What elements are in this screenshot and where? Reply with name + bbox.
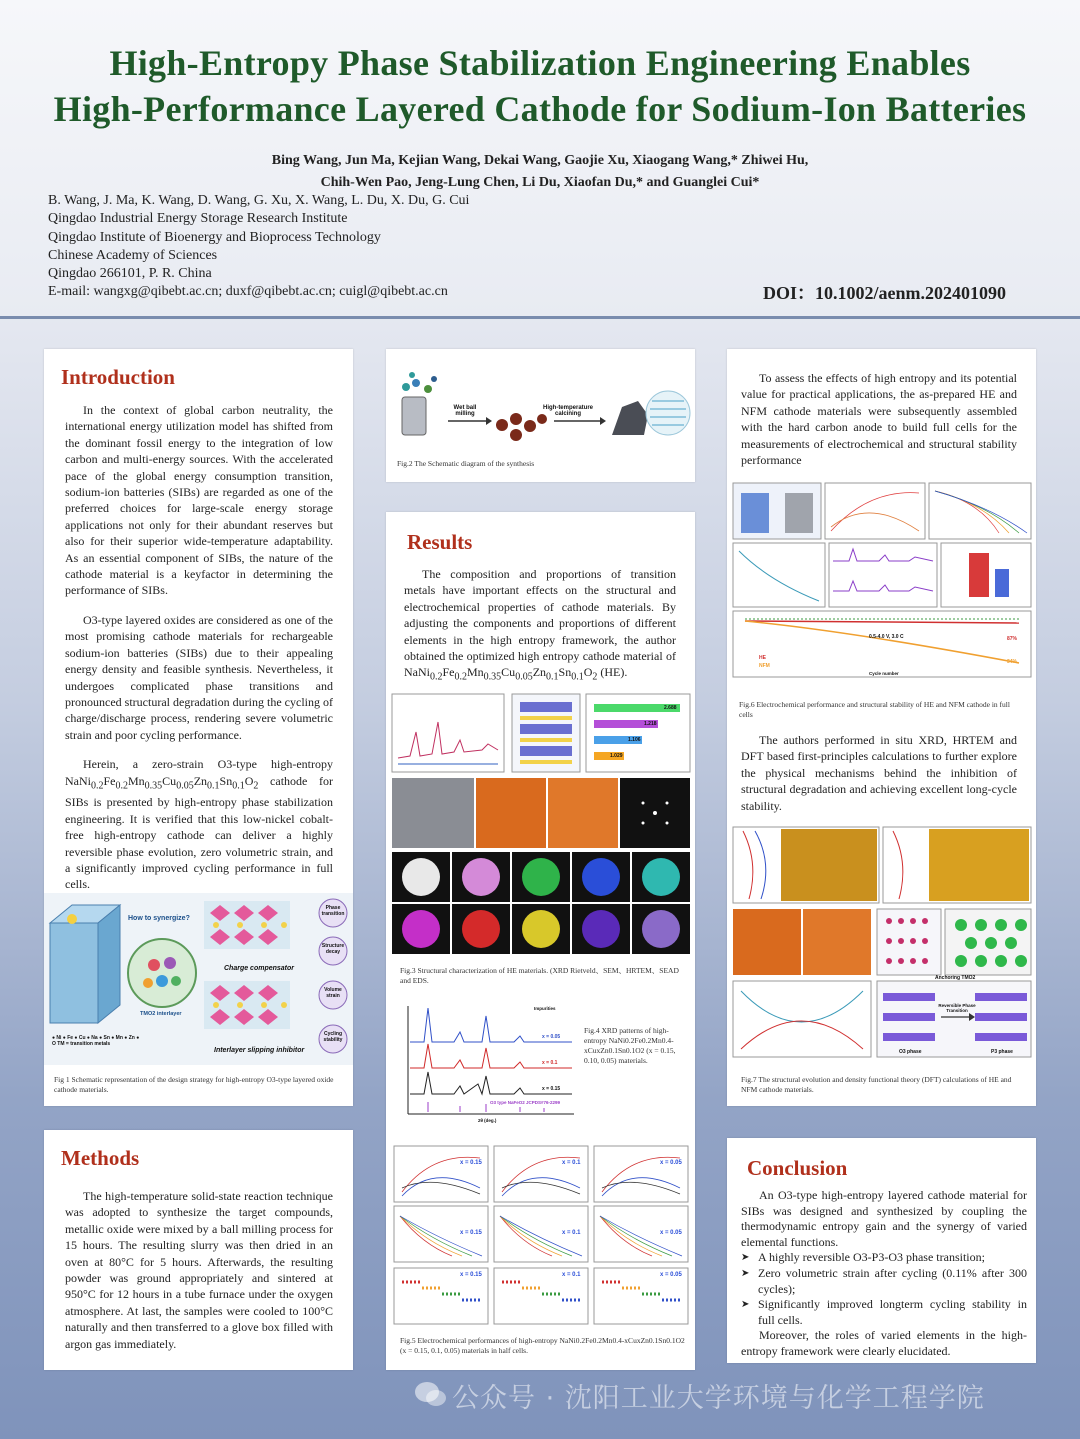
crystal-side xyxy=(98,905,120,1023)
slurry-particles xyxy=(496,413,547,441)
entropy-sphere xyxy=(128,939,196,1007)
fig7-label-reversible: Reversible Phase Transition xyxy=(938,1003,976,1013)
arrow-head-2 xyxy=(600,417,606,425)
fig2-panel xyxy=(386,349,695,482)
fig7-label-anchoring: Anchoring TMO2 xyxy=(935,975,976,981)
fig5-label-c: x = 0.05 xyxy=(660,1160,682,1166)
introduction-text xyxy=(65,402,333,906)
hrtem-discharged xyxy=(803,909,871,975)
xrd-refinement-plot xyxy=(829,543,937,607)
fig1-label-phase: Phase transition xyxy=(321,905,345,917)
bar-value-2: 1.218 xyxy=(644,721,657,727)
fig4-label-x01: x = 0.1 xyxy=(542,1060,558,1066)
results-formula: $NaNi_{0.2}Fe_{0.2}Mn_{0.35}Cu_{0.05}Zn_{0.1}Sn_{0.1}O_2$ xyxy=(404,665,598,683)
eds-particle-7 xyxy=(522,910,560,948)
introduction-title: Introduction xyxy=(61,365,175,389)
bar-value-4: 1.029 xyxy=(610,753,623,759)
fig5-label-b: x = 0.1 xyxy=(562,1160,581,1166)
affiliation-line: Chinese Academy of Sciences xyxy=(48,247,218,263)
fig6-label-conditions: 0.5-4.0 V, 3.0 C xyxy=(869,634,904,640)
arrow-head-1 xyxy=(486,417,492,425)
fig4-label-x005: x = 0.05 xyxy=(542,1034,561,1040)
fig1-label-interlayer: Interlayer slipping inhibitor xyxy=(214,1047,305,1054)
doi: DOI：10.1002/aenm.202401090 xyxy=(763,283,1006,303)
fig1-caption: Fig 1 Schematic representation of the design strategy for high-entropy O3-type layered oxide cathode materials. xyxy=(54,1075,334,1094)
atom-dot xyxy=(143,978,153,988)
hrtem-image-2 xyxy=(548,778,618,848)
fig7-structural-evolution xyxy=(729,823,1034,1059)
fig3-structural-characterization xyxy=(388,692,693,962)
title-line-2: High-Performance Layered Cathode for Sodium-Ion Batteries xyxy=(53,89,1027,129)
bar-value-3: 1.106 xyxy=(628,737,641,743)
eds-particle-3 xyxy=(582,858,620,896)
fig5-label-d: x = 0.15 xyxy=(460,1230,482,1236)
fig4-label-x015: x = 0.15 xyxy=(542,1086,561,1092)
eds-particle-1 xyxy=(462,858,500,896)
p3-layers xyxy=(975,993,1027,1041)
haadf-particle xyxy=(402,858,440,896)
conclusion-panel xyxy=(727,1138,1036,1363)
o3-layers xyxy=(883,993,935,1041)
affiliation-line: Qingdao Institute of Bioenergy and Bioprocess Technology xyxy=(48,229,381,245)
structure-layers xyxy=(520,702,572,756)
fig3-graphic xyxy=(388,692,693,962)
fig4-graphic xyxy=(394,1002,580,1130)
methods-text xyxy=(65,1188,333,1352)
3d-bar xyxy=(969,553,989,597)
fig5-label-f: x = 0.05 xyxy=(660,1230,682,1236)
fig2-synthesis-diagram xyxy=(386,349,695,459)
fig1-label-cycling: Cycling stability xyxy=(323,1031,343,1043)
fig6-xlabel: Cycle number xyxy=(869,671,899,676)
conclusion-title: Conclusion xyxy=(747,1156,848,1180)
fig5-graphic xyxy=(392,1144,690,1330)
cathode-block xyxy=(741,493,769,533)
fig6-label-nfm-retention: 34% xyxy=(1007,659,1018,665)
fig1-legend: ● Ni ● Fe ● Cu ● Na ● Sn ● Mn ● Zn ● O TM = transition metals xyxy=(52,1035,140,1047)
results-panel xyxy=(386,512,695,1370)
fig2-label-milling: Wet ball milling xyxy=(453,405,477,417)
poster-title xyxy=(0,40,1080,132)
fig1-label-charge: Charge compensator xyxy=(224,965,295,972)
hrtem-charged xyxy=(733,909,801,975)
methods-title: Methods xyxy=(61,1146,140,1170)
fig6-legend-nfm: NFM xyxy=(759,663,770,669)
atom-dot xyxy=(148,959,160,971)
fig7-graphic xyxy=(729,823,1034,1059)
lightbulb-icon xyxy=(67,914,77,924)
fig4-label-impurities: Impurities xyxy=(534,1006,556,1011)
affiliation-line: B. Wang, J. Ma, K. Wang, D. Wang, G. Xu, X. Wang, L. Du, X. Du, G. Cui xyxy=(48,193,470,208)
fig4-xrd-patterns xyxy=(394,1002,580,1130)
fig7-caption: Fig.7 The structural evolution and density functional theory (DFT) calculations of HE and NFM cathode materials. xyxy=(741,1075,1012,1094)
fig1-label-volume: Volume strain xyxy=(324,987,342,999)
right-results-panel xyxy=(727,349,1036,1106)
authors-line-1: Bing Wang, Jun Ma, Kejian Wang, Dekai Wang, Gaojie Xu, Xiaogang Wang,* Zhiwei Hu, xyxy=(271,153,809,168)
voltage-profile-plot xyxy=(825,483,925,539)
conclusion-text xyxy=(741,1188,1027,1360)
results-text xyxy=(404,566,676,699)
fig4-xlabel: 2θ (deg.) xyxy=(478,1118,497,1123)
fig5-label-g: x = 0.15 xyxy=(460,1272,482,1278)
fig1-label-synergize: How to synergize? xyxy=(128,915,190,922)
title-line-1: High-Entropy Phase Stabilization Engineering Enables xyxy=(109,43,971,83)
bar-value-1: 2.688 xyxy=(664,705,677,711)
email-line: E-mail: wangxg@qibebt.ac.cn; duxf@qibebt.ac.cn; cuigl@qibebt.ac.cn xyxy=(48,284,448,300)
fig6-legend-he: HE xyxy=(759,655,766,661)
wechat-icon xyxy=(414,1380,448,1410)
atom-dot xyxy=(171,976,181,986)
fig6-full-cell-performance xyxy=(729,481,1034,681)
sem-image xyxy=(392,778,474,848)
eds-particle-5 xyxy=(402,910,440,948)
conclusion-outro: Moreover, the roles of varied elements in the high-entropy framework were clearly elucidated. xyxy=(741,1328,1027,1358)
intro-paragraph-2: O3-type layered oxides are considered as one of the most promising cathode materials for rechargeable sodium-ion batteries (SIBs) due to their appealing energy density and feasible synthesis. Nevertheless, it undergoes complicated phase transitions and pronounced structural degradation during the cycling of charge/discharge process, rendering severe volumetric strain and poor cycling performance. xyxy=(65,612,333,742)
xrd-rietveld-plot xyxy=(392,694,504,772)
fig1-design-strategy xyxy=(44,893,353,1065)
fig6-caption: Fig.6 Electrochemical performance and structural stability of HE and NFM cathode in full cells xyxy=(739,700,1010,719)
fig6-graphic xyxy=(729,481,1034,681)
hrtem-image-1 xyxy=(476,778,546,848)
conclusion-bullet: ➤ Zero volumetric strain after cycling (0.11% after 300 cycles); xyxy=(741,1266,1027,1297)
fig5-plot-frames xyxy=(394,1146,688,1324)
header-divider xyxy=(0,316,1080,319)
eds-particle-9 xyxy=(642,910,680,948)
intro-formula: $NaNi_{0.2}Fe_{0.2}Mn_{0.35}Cu_{0.05}Zn_{0.1}Sn_{0.1}O_2$ xyxy=(65,773,259,791)
watermark-text: 公众号 · 沈阳工业大学环境与化学工程学院 xyxy=(452,1383,985,1414)
affiliation-line: Qingdao Industrial Energy Storage Research Institute xyxy=(48,211,348,227)
introduction-panel xyxy=(44,349,353,1106)
milling-jar-icon xyxy=(402,397,426,435)
methods-paragraph: The high-temperature solid-state reaction technique was adopted to synthesize the target compounds, metallic oxide were mixed by a ball milling process for 15 hours. The resulting slurry was then dried in an oven at 80°C for 5 hours. Afterwards, the resulting powder was ground appropriately and sintered at 950°C for 12 hours in a tube furnace under the oxygen atmosphere. At last, the samples were cooled to 100°C naturally and then transferred to a glove box filled with argon gas immediately. xyxy=(65,1189,333,1351)
intro-paragraph-3: Herein, a zero-strain O3-type high-entropy $NaNi_{0.2}Fe_{0.2}Mn_{0.35}Cu_{0.05}Zn_{0.1}Sn_{0.1}O_2$ cathode for SIBs is presented by high-entropy phase stabilization engineering. It is verified that this low-nickel cobalt-free high-entropy cathode can deliver a highly reversible phase evolution, zero volumetric strain, and a significantly improved cycling performance in full cells. xyxy=(65,757,333,892)
precursor-particles xyxy=(402,372,437,393)
affiliation-line: Qingdao 266101, P. R. China xyxy=(48,266,212,282)
full-cell-text xyxy=(741,370,1017,481)
authors-line-2: Chih-Wen Pao, Jeng-Lung Chen, Li Du, Xiaofan Du,* and Guanglei Cui* xyxy=(320,175,760,190)
atom-dot xyxy=(164,957,176,969)
fig5-electrochemical-performance xyxy=(392,1144,690,1330)
fig5-label-i: x = 0.05 xyxy=(660,1272,682,1278)
crystal-block xyxy=(50,923,98,1023)
crystal-zoom-circle xyxy=(646,391,690,435)
fig6-label-he-retention: 87% xyxy=(1007,636,1018,642)
intro-paragraph-1: In the context of global carbon neutrality, the international energy utilization model has shifted from the dominant fossil energy to the integration of low carbon and multi-energy sources. With the accelerated pace of the global energy consumption transition, sodium-ion batteries (SIBs) are regarded as one of the preferred choices for large-scale energy storage applications not only for their abundant reserves but also for their superior wide-temperature adaptability. As an essential component of SIBs, the nature of the cathode material is a keyfactor in determining the performance of SIBs. xyxy=(65,403,333,598)
mechanism-paragraph: The authors performed in situ XRD, HRTEM and DFT based first-principles calculations to further explore the physical mechanisms behind the inhibition of structural degradation and achieving excellent long-cycle stability. xyxy=(741,733,1017,813)
atom-dot xyxy=(156,975,168,987)
fig5-label-h: x = 0.1 xyxy=(562,1272,581,1278)
fig7-label-p3: P3 phase xyxy=(991,1049,1013,1055)
mechanism-text xyxy=(741,732,1017,827)
fig5-caption: Fig.5 Electrochemical performances of high-entropy NaNi0.2Fe0.2Mn0.4-xCuxZn0.1Sn0.1O2 (x = 0.15, 0.1, 0.05) materials in half cells. xyxy=(400,1336,685,1355)
methods-panel xyxy=(44,1130,353,1370)
results-paragraph: The composition and proportions of transition metals have important effects on the structural and electrochemical properties of cathode materials. By adjusting the components and proportions of different elements in the high entropy framework, the author obtained the optimized high entropy cathode material of $NaNi_{0.2}Fe_{0.2}Mn_{0.35}Cu_{0.05}Zn_{0.1}Sn_{0.1}O_2$ (HE). xyxy=(404,567,676,683)
conclusion-bullets xyxy=(741,1250,1027,1328)
fig5-label-e: x = 0.1 xyxy=(562,1230,581,1236)
fig2-caption: Fig.2 The Schematic diagram of the synthesis xyxy=(397,459,535,468)
anode-block xyxy=(785,493,813,533)
eds-particle-6 xyxy=(462,910,500,948)
conclusion-bullet: ➤ Significantly improved longterm cycling stability in full cells. xyxy=(741,1297,1027,1328)
fig4-label-reference: O3 type NaFeO2 JCPDS#76-2299 xyxy=(490,1100,561,1105)
full-cell-paragraph: To assess the effects of high entropy and its potential value for practical applications, the as-prepared HE and NFM cathode materials were subsequently assembled with the hard carbon anode to build full cells for the measurements of electrochemical and structural stability performance xyxy=(741,371,1017,468)
fig1-label-tmo2: TMO2 interlayer xyxy=(140,1011,182,1017)
product-particle xyxy=(612,401,648,435)
fig7-label-o3: O3 phase xyxy=(899,1049,922,1055)
eds-particle-8 xyxy=(582,910,620,948)
eds-particle-4 xyxy=(642,858,680,896)
affiliation-block xyxy=(48,192,469,302)
fig4-caption: Fig.4 XRD patterns of high-entropy NaNi0.2Fe0.2Mn0.4-xCuxZn0.1Sn0.1O2 (x = 0.15, 0.10, 0.05) materials. xyxy=(584,1026,676,1065)
xrd-contour-he xyxy=(781,829,877,901)
conclusion-bullet: ➤ A highly reversible O3-P3-O3 phase transition; xyxy=(741,1250,1027,1266)
lattice-parameter-plot xyxy=(733,981,871,1057)
results-title: Results xyxy=(407,530,473,554)
3d-bar-2 xyxy=(995,569,1009,597)
fig5-label-a: x = 0.15 xyxy=(460,1160,482,1166)
fig2-label-calcining: High-temperature calcining xyxy=(542,405,593,417)
fig3-caption: Fig.3 Structural characterization of HE materials. (XRD Rietveld、SEM、HRTEM、SEAD and EDS. xyxy=(400,966,679,985)
fig1-label-structure: Structure decay xyxy=(321,943,345,955)
eds-particle-2 xyxy=(522,858,560,896)
author-list xyxy=(0,150,1080,194)
xrd-contour-nfm xyxy=(929,829,1029,901)
conclusion-intro: An O3-type high-entropy layered cathode material for SIBs was designed and synthesized by coupling the thermodynamic entropy gain and the synergy of varied elemental functions. xyxy=(741,1188,1027,1249)
